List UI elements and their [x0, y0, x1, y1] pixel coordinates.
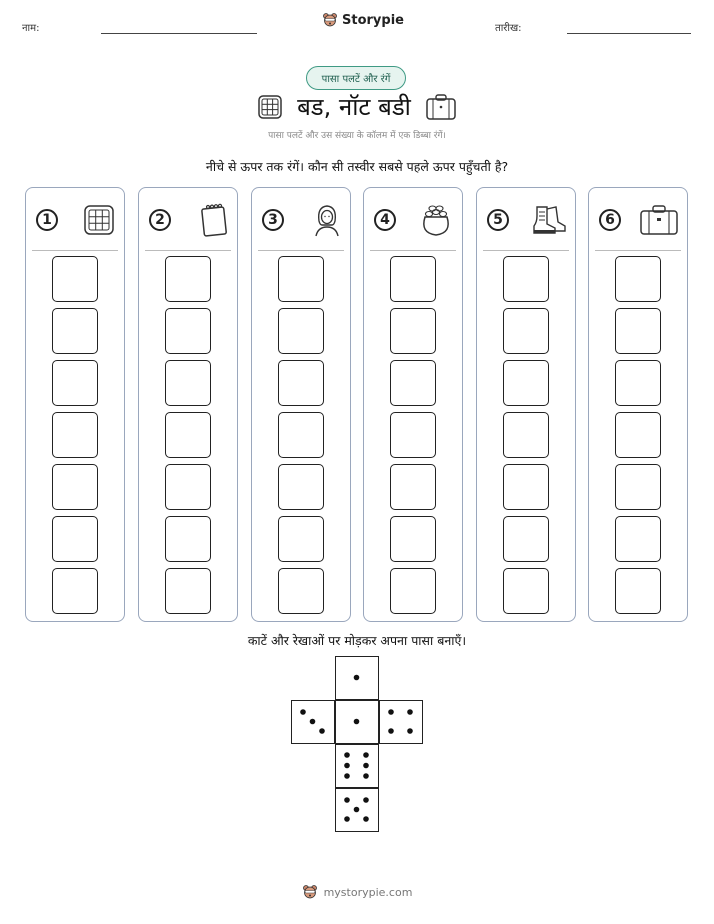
color-box[interactable] — [52, 256, 98, 302]
page-title: बड, नॉट बडी — [297, 93, 411, 121]
die-face-4 — [379, 700, 423, 744]
column-number: 4 — [374, 209, 396, 231]
color-box[interactable] — [615, 360, 661, 406]
color-box[interactable] — [278, 308, 324, 354]
color-box[interactable] — [52, 516, 98, 562]
column-6 — [588, 187, 688, 622]
color-box[interactable] — [390, 516, 436, 562]
color-box[interactable] — [615, 516, 661, 562]
column-divider — [258, 250, 344, 251]
waffle-icon — [82, 204, 116, 236]
color-box[interactable] — [390, 412, 436, 458]
date-label: तारीख: — [495, 23, 522, 34]
column-number: 3 — [262, 209, 284, 231]
column-2 — [138, 187, 238, 622]
subtitle: पासा पलटें और उस संख्या के कॉलम में एक डिब्बा रंगें। — [268, 131, 446, 141]
column-divider — [595, 250, 681, 251]
color-box[interactable] — [52, 464, 98, 510]
money-bag-icon — [418, 203, 454, 237]
color-box[interactable] — [615, 256, 661, 302]
color-box[interactable] — [503, 412, 549, 458]
die-face-5 — [335, 788, 379, 832]
color-box[interactable] — [165, 360, 211, 406]
girl-icon — [312, 203, 342, 237]
die-face-1-center — [335, 700, 379, 744]
brand-name: Storypie — [342, 12, 404, 28]
color-box[interactable] — [503, 568, 549, 614]
color-box[interactable] — [278, 516, 324, 562]
color-box[interactable] — [165, 256, 211, 302]
color-box[interactable] — [165, 568, 211, 614]
column-number: 1 — [36, 209, 58, 231]
suitcase-icon — [425, 93, 457, 121]
color-box[interactable] — [278, 256, 324, 302]
color-box[interactable] — [278, 360, 324, 406]
column-number: 5 — [487, 209, 509, 231]
die-face-3 — [291, 700, 335, 744]
column-divider — [483, 250, 569, 251]
color-box[interactable] — [165, 516, 211, 562]
bear-icon — [322, 12, 338, 28]
color-box[interactable] — [390, 308, 436, 354]
color-box[interactable] — [278, 464, 324, 510]
name-line — [101, 33, 257, 34]
bear-icon — [302, 884, 318, 900]
column-4 — [363, 187, 463, 622]
color-box[interactable] — [615, 464, 661, 510]
column-divider — [370, 250, 456, 251]
column-5 — [476, 187, 576, 622]
color-box[interactable] — [165, 464, 211, 510]
date-line — [567, 33, 691, 34]
color-box[interactable] — [278, 412, 324, 458]
color-box[interactable] — [165, 308, 211, 354]
color-box[interactable] — [165, 412, 211, 458]
color-box[interactable] — [52, 360, 98, 406]
color-box[interactable] — [615, 308, 661, 354]
column-divider — [145, 250, 231, 251]
color-box[interactable] — [503, 360, 549, 406]
color-box[interactable] — [52, 412, 98, 458]
column-3 — [251, 187, 351, 622]
color-box[interactable] — [503, 516, 549, 562]
color-box[interactable] — [503, 464, 549, 510]
column-number: 2 — [149, 209, 171, 231]
color-box[interactable] — [503, 308, 549, 354]
color-box[interactable] — [52, 308, 98, 354]
notepad-icon — [199, 203, 229, 237]
color-box[interactable] — [503, 256, 549, 302]
die-face-1 — [335, 656, 379, 700]
column-divider — [32, 250, 118, 251]
color-box[interactable] — [390, 360, 436, 406]
color-box[interactable] — [390, 464, 436, 510]
name-label: नाम: — [22, 23, 40, 34]
suitcase-icon — [639, 204, 679, 236]
footer-url[interactable]: mystorypie.com — [323, 885, 413, 899]
activity-badge: पासा पलटें और रंगें — [306, 66, 406, 90]
title-row — [0, 90, 714, 123]
cut-instruction: काटें और रेखाओं पर मोड़कर अपना पासा बनाएँ। — [247, 633, 467, 648]
column-number: 6 — [599, 209, 621, 231]
instruction-text: नीचे से ऊपर तक रंगें। कौन सी तस्वीर सबसे पहले ऊपर पहुँचती है? — [205, 159, 509, 174]
color-box[interactable] — [390, 568, 436, 614]
color-box[interactable] — [52, 568, 98, 614]
color-box[interactable] — [390, 256, 436, 302]
color-box[interactable] — [615, 568, 661, 614]
die-face-6 — [335, 744, 379, 788]
brand-logo — [322, 12, 404, 28]
footer — [0, 884, 714, 900]
boots-icon — [529, 204, 567, 236]
waffle-icon — [257, 94, 283, 120]
color-box[interactable] — [278, 568, 324, 614]
column-1 — [25, 187, 125, 622]
color-box[interactable] — [615, 412, 661, 458]
